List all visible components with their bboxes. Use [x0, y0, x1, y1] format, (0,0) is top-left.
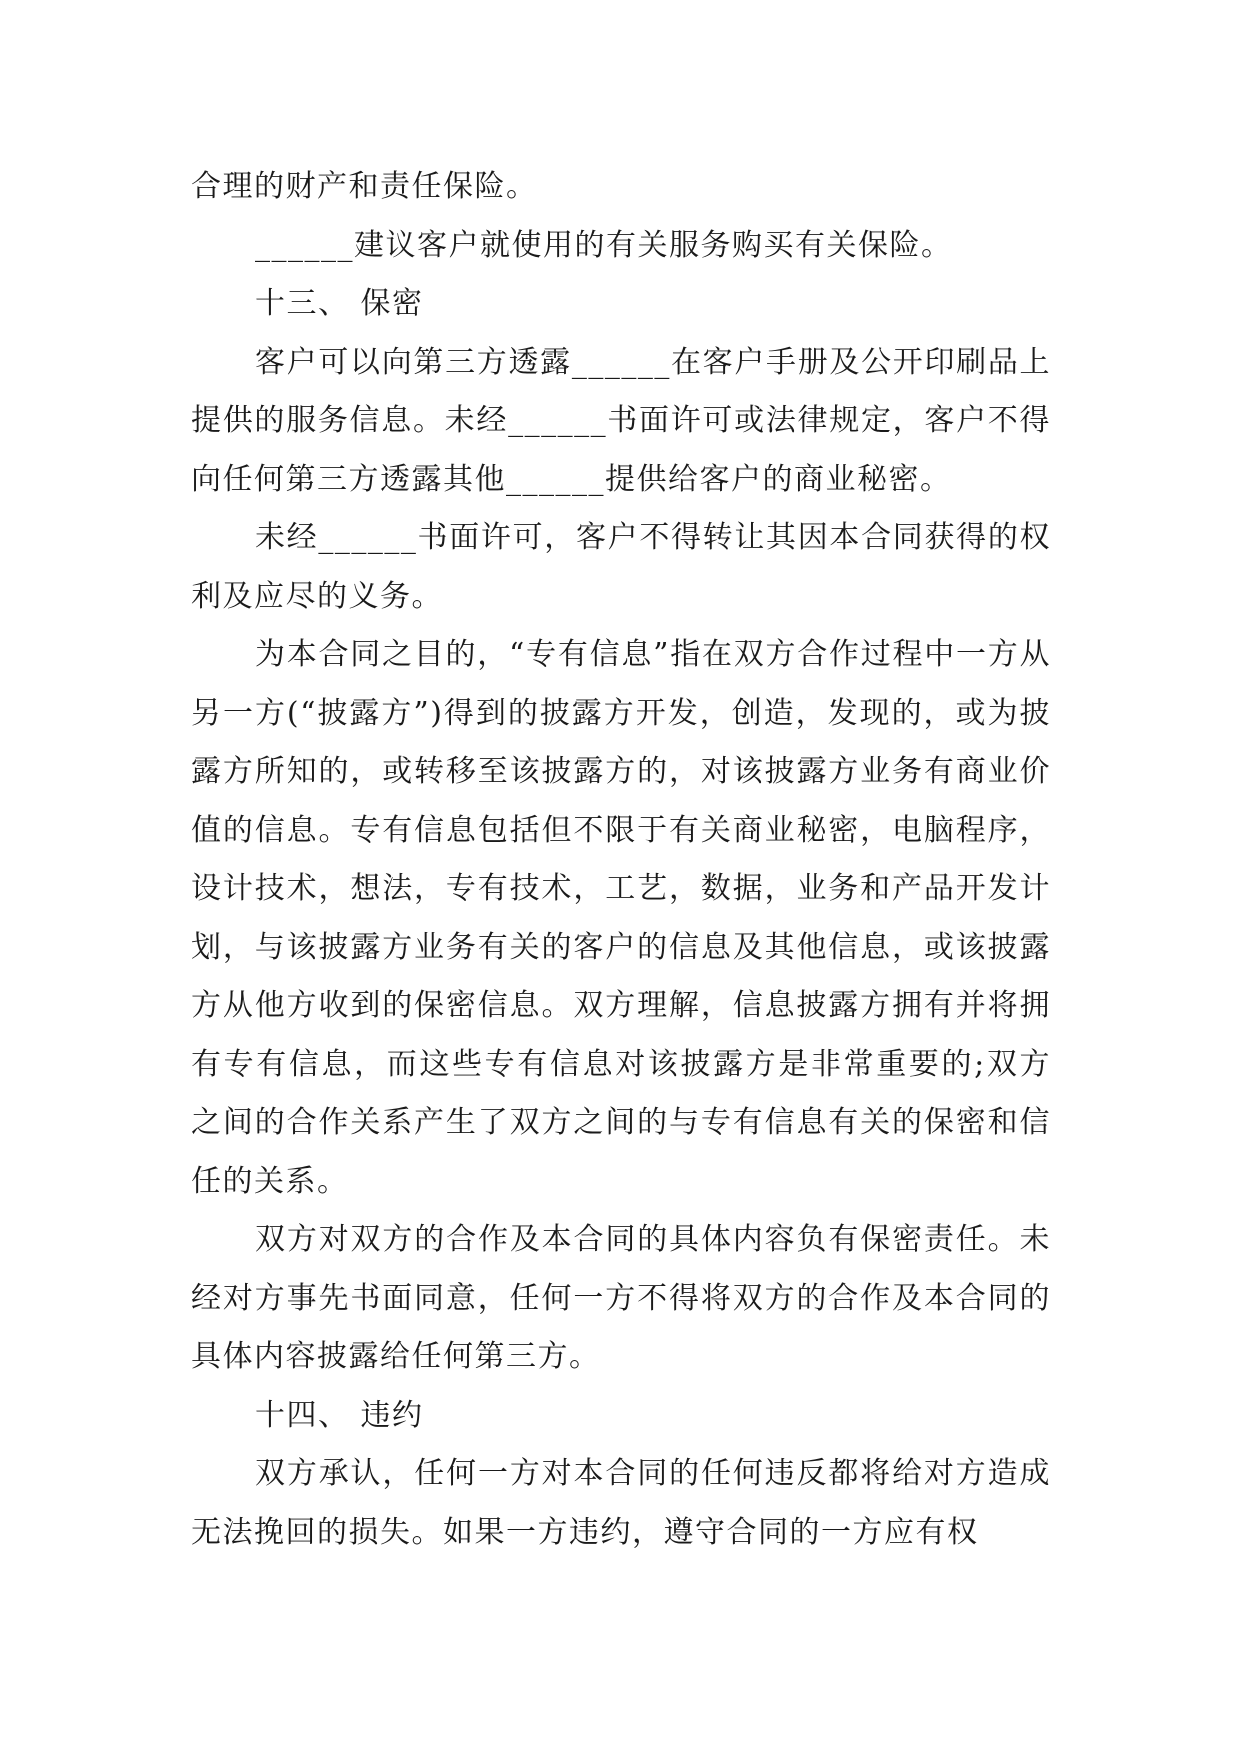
paragraph-breach-consequences: 双方承认，任何一方对本合同的任何违反都将给对方造成无法挽回的损失。如果一方违约，遵守合同的一方应有权 [191, 1456, 1051, 1550]
paragraph-insurance-continuation: 合理的财产和责任保险。 [191, 169, 538, 204]
paragraph-transfer-of-rights: 未经______书面许可，客户不得转让其因本合同获得的权利及应尽的义务。 [191, 520, 1051, 614]
paragraph-proprietary-information: 为本合同之目的，“专有信息”指在双方合作过程中一方从另一方(“披露方”)得到的披露方开发，创造，发现的，或为披露方所知的，或转移至该披露方的，对该披露方业务有商业价值的信息。专有信息包括但不限于有关商业秘密，电脑程序，设计技术，想法，专有技术，工艺，数据，业务和产品开发计划，与该披露方业务有关的客户的信息及其他信息，或该披露方从他方收到的保密信息。双方理解，信息披露方拥有并将拥有专有信息，而这些专有信息对该披露方是非常重要的;双方之间的合作关系产生了双方之间的与专有信息有关的保密和信任的关系。 [191, 637, 1051, 1199]
paragraph-insurance-advice: ______建议客户就使用的有关服务购买有关保险。 [255, 227, 953, 263]
paragraph-mutual-confidentiality: 双方对双方的合作及本合同的具体内容负有保密责任。未经对方事先书面同意，任何一方不得将双方的合作及本合同的具体内容披露给任何第三方。 [191, 1222, 1051, 1374]
paragraph-disclosure-to-third-party: 客户可以向第三方透露______在客户手册及公开印刷品上提供的服务信息。未经______书面许可或法律规定，客户不得向任何第三方透露其他______提供给客户的商业秘密。 [191, 344, 1051, 497]
section-heading-confidentiality: 十三、 保密 [255, 286, 424, 321]
section-heading-breach: 十四、 违约 [255, 1397, 424, 1433]
document-body [191, 158, 1051, 1562]
